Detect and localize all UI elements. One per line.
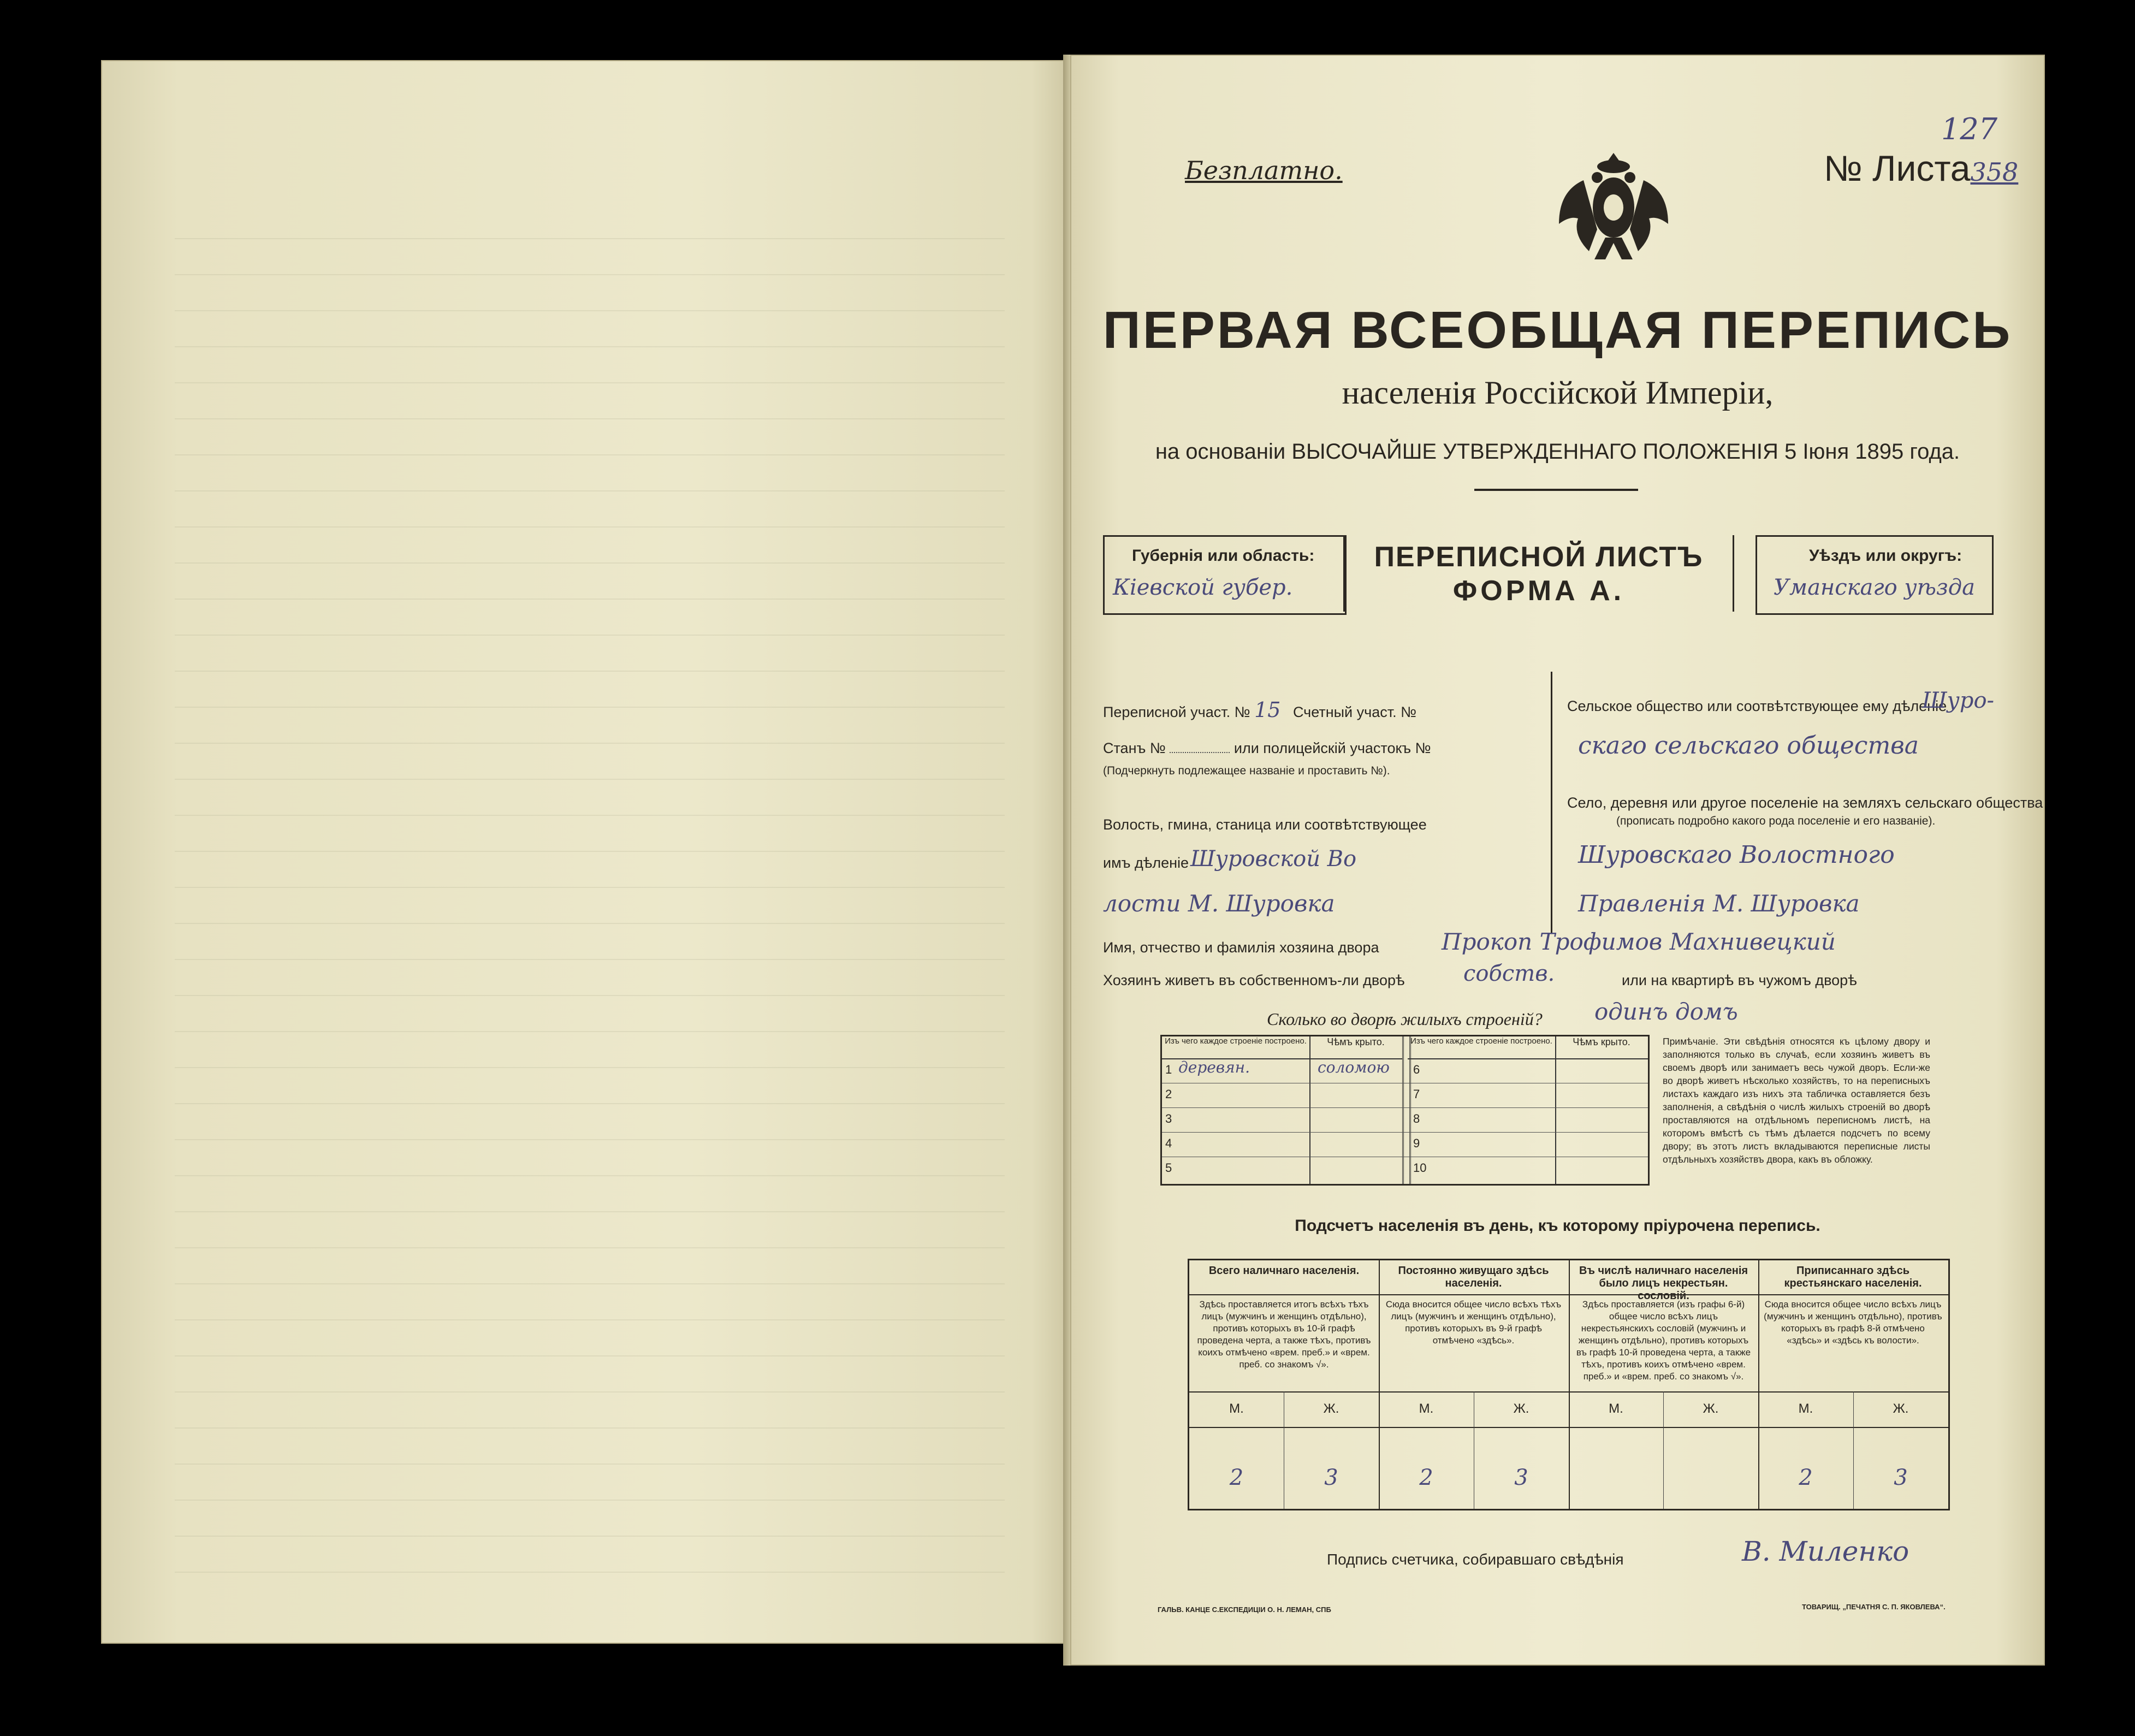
lives-label: Хозяинъ живетъ въ собственномъ-ли дворѣ <box>1103 972 1405 988</box>
population-group-title: Всего наличнаго населенія. <box>1208 1265 1360 1277</box>
buildings-col-material-header-2: Изъ чего каждое строеніе построено. <box>1408 1036 1556 1059</box>
building-row-number: 3 <box>1165 1112 1172 1125</box>
right-page-census-form <box>1070 55 2045 1666</box>
free-label: Безплатно. <box>1185 156 1343 185</box>
row-line <box>1162 1132 1648 1133</box>
double-headed-eagle-emblem <box>1551 147 1676 268</box>
counting-section-label: Счетный участ. № <box>1292 704 1417 720</box>
population-heading: Подсчетъ населенія въ день, къ которому пріурочена перепись. <box>1295 1217 1820 1235</box>
census-section-value: 15 <box>1254 698 1281 722</box>
volost-label-2: имъ дѣленіе <box>1103 855 1189 871</box>
building-row-number: 10 <box>1413 1161 1427 1175</box>
female-label: Ж. <box>1323 1401 1339 1416</box>
settlement-value: Шуровскаго Волостного <box>1578 841 1895 869</box>
building-row-number: 2 <box>1165 1087 1172 1101</box>
female-label: Ж. <box>1703 1401 1719 1416</box>
left-page-faded-lines <box>175 208 1005 1573</box>
male-label: М. <box>1609 1401 1623 1416</box>
buildings-value: одинъ домъ <box>1594 998 1738 1025</box>
population-group-desc: Здѣсь проставляется итогъ всѣхъ тѣхъ лицъ (мужчинъ и женщинъ отдѣльно), противъ которыхъ въ 10-й графѣ проведена черта, а также тѣхъ, противъ коихъ отмѣчено «врем. преб.» и «врем. преб. со знакомъ √». <box>1197 1299 1371 1370</box>
female-label: Ж. <box>1893 1401 1909 1416</box>
village-society-value: Шуро- <box>1922 688 1995 713</box>
building-row-number: 8 <box>1413 1112 1420 1125</box>
settlement-label: Село, деревня или другое поселеніе на земляхъ сельскаго общества <box>1567 795 2043 811</box>
footer-printer-right: ТОВАРИЩ. „ПЕЧАТНЯ С. П. ЯКОВЛЕВА“. <box>1802 1603 1946 1611</box>
underline-note: (Подчеркнуть подлежащее названіе и проставить №). <box>1103 765 1390 777</box>
left-page <box>101 60 1070 1644</box>
male-label: М. <box>1419 1401 1434 1416</box>
population-group-title: Постоянно живущаго здѣсь населенія. <box>1398 1265 1549 1289</box>
col-line <box>1309 1058 1310 1184</box>
building-row-number: 7 <box>1413 1087 1420 1101</box>
lives-value: собств. <box>1463 961 1555 986</box>
gubernia-box <box>1103 535 1347 615</box>
stan-line <box>1103 740 1431 757</box>
ornamental-divider <box>1474 489 1638 491</box>
fields-vertical-divider <box>1551 672 1552 934</box>
population-group-title: Приписаннаго здѣсь крестьянскаго населенія. <box>1784 1265 1922 1289</box>
open-census-book <box>90 55 2048 1676</box>
volost-value-row2: лости М. Шуровка <box>1103 890 1335 917</box>
row-line <box>1189 1427 1948 1428</box>
stan-label: Станъ № <box>1103 740 1166 756</box>
buildings-table <box>1160 1035 1650 1186</box>
census-section-label: Переписной участ. № <box>1103 704 1250 720</box>
census-subtitle: населенія Россійской Имперіи, <box>1342 375 1774 411</box>
female-count: 3 <box>1894 1465 1908 1490</box>
owner-label: Имя, отчество и фамилія хозяина двора <box>1103 939 1379 956</box>
male-count: 2 <box>1419 1465 1433 1490</box>
building-material: деревян. <box>1178 1058 1250 1076</box>
volost-value: Шуровской Во <box>1190 846 1357 872</box>
population-group-desc: Здѣсь проставляется (изъ графы 6-й) общее число всѣхъ лицъ некрестьянскихъ сословій (мужчинъ и женщинъ отдѣльно), противъ которыхъ въ графѣ 10-й проведена черта, а также тѣхъ, противъ коихъ отмѣчено «врем. преб.» и «врем. преб. со знакомъ √». <box>1576 1299 1751 1382</box>
sheet-number-text: № Листа <box>1824 148 1971 188</box>
male-count: 2 <box>1229 1465 1244 1490</box>
building-row-number: 6 <box>1413 1063 1420 1076</box>
buildings-col-material-header: Изъ чего каждое строеніе построено. <box>1162 1036 1310 1059</box>
row-line <box>1189 1294 1948 1295</box>
buildings-note: Примѣчаніе. Эти свѣдѣнія относятся къ цѣлому двору и заполняются только въ случаѣ, если хозяинъ живетъ въ своемъ дворѣ или занимаетъ весь чужой дворъ. Если-же во дворѣ живетъ нѣсколько хозяйствъ, то на переписныхъ листахъ каждаго изъ нихъ эта табличка оставляется безъ заполненія, а свѣдѣнія о числѣ жилыхъ строеній во дворѣ проставляются на отдѣльномъ переписномъ листѣ, на которомъ вмѣстѣ съ тѣмъ дѣлается подсчетъ по всему двору; въ этотъ листъ вкладываются переписные листы отдѣльныхъ хозяйствъ двора, какъ въ обложку. <box>1663 1036 1930 1165</box>
settlement-value-row2: Правленія М. Шуровка <box>1578 890 1860 917</box>
village-society-label: Сельское общество или соотвѣтствующее ему дѣленіе <box>1567 698 1947 714</box>
row-line <box>1189 1391 1948 1393</box>
settlement-note: (прописать подробно какого рода поселеніе и его названіе). <box>1616 815 1936 827</box>
gubernia-value: Кіевской губер. <box>1113 575 1293 600</box>
col-line <box>1555 1058 1556 1184</box>
lives-label-2: или на квартирѣ въ чужомъ дворѣ <box>1622 972 1857 988</box>
male-label: М. <box>1798 1401 1813 1416</box>
col-line <box>1569 1260 1570 1509</box>
population-group-title: Въ числѣ наличнаго населенія было лицъ некрестьян. сословій. <box>1579 1265 1748 1302</box>
population-group-desc: Сюда вносится общее число всѣхъ лицъ (мужчинъ и женщинъ отдѣльно), противъ которыхъ въ графѣ 8-й отмѣчено «здѣсь» и «здѣсь къ волости». <box>1764 1299 1942 1346</box>
building-roof: соломою <box>1318 1058 1390 1076</box>
volost-label: Волость, гмина, станица или соотвѣтствующее <box>1103 816 1427 833</box>
sheet-number-value: 358 <box>1970 157 2019 187</box>
building-row-number: 1 <box>1165 1063 1172 1076</box>
building-row-number: 4 <box>1165 1136 1172 1150</box>
form-list-title: ПЕРЕПИСНОЙ ЛИСТЪ <box>1374 541 1704 573</box>
footer-printer-left: ГАЛЬВ. КАНЦЕ С.ЕКСПЕДИЦІИ О. Н. ЛЕМАН, СПБ <box>1158 1605 1331 1614</box>
census-basis-line: на основаніи ВЫСОЧАЙШЕ УТВЕРЖДЕННАГО ПОЛОЖЕНІЯ 5 Іюня 1895 года. <box>1155 440 1960 464</box>
census-section-line <box>1103 698 1416 722</box>
signature-label: Подпись счетчика, собиравшаго свѣдѣнія <box>1327 1551 1624 1568</box>
owner-value: Прокоп Трофимов Махнивецкий <box>1442 928 1836 955</box>
village-society-value-2: скаго сельскаго общества <box>1578 732 1919 760</box>
gubernia-label: Губернія или область: <box>1132 547 1315 565</box>
census-main-title: ПЕРВАЯ ВСЕОБЩАЯ ПЕРЕПИСЬ <box>1102 301 2013 359</box>
form-a-title: ФОРМА А. <box>1452 575 1625 607</box>
form-title-box <box>1343 535 1734 612</box>
buildings-question: Сколько во дворѣ жилыхъ строеній? <box>1267 1009 1543 1029</box>
female-label: Ж. <box>1513 1401 1529 1416</box>
signature-value: В. Миленко <box>1742 1536 1909 1567</box>
uezd-box <box>1756 535 1994 615</box>
row-line <box>1162 1107 1648 1108</box>
uezd-label: Уѣздъ или округъ: <box>1809 547 1962 565</box>
population-table <box>1188 1259 1950 1510</box>
female-count: 3 <box>1324 1465 1338 1490</box>
police-section-label: или полицейскій участокъ № <box>1233 740 1431 756</box>
male-label: М. <box>1229 1401 1244 1416</box>
female-count: 3 <box>1514 1465 1528 1490</box>
building-row-number: 9 <box>1413 1136 1420 1150</box>
buildings-col-roof-header: Чѣмъ крыто. <box>1309 1036 1402 1059</box>
uezd-value: Уманскаго уѣзда <box>1774 575 1975 600</box>
buildings-col-roof-header-2: Чѣмъ крыто. <box>1555 1036 1648 1059</box>
male-count: 2 <box>1799 1465 1813 1490</box>
sheet-number-label <box>1824 147 2018 189</box>
population-group-desc: Сюда вносится общее число всѣхъ тѣхъ лицъ (мужчинъ и женщинъ отдѣльно), противъ которыхъ въ 9-й графѣ отмѣчено «здѣсь». <box>1385 1299 1562 1346</box>
building-row-number: 5 <box>1165 1161 1172 1175</box>
archive-number: 127 <box>1941 112 1998 146</box>
